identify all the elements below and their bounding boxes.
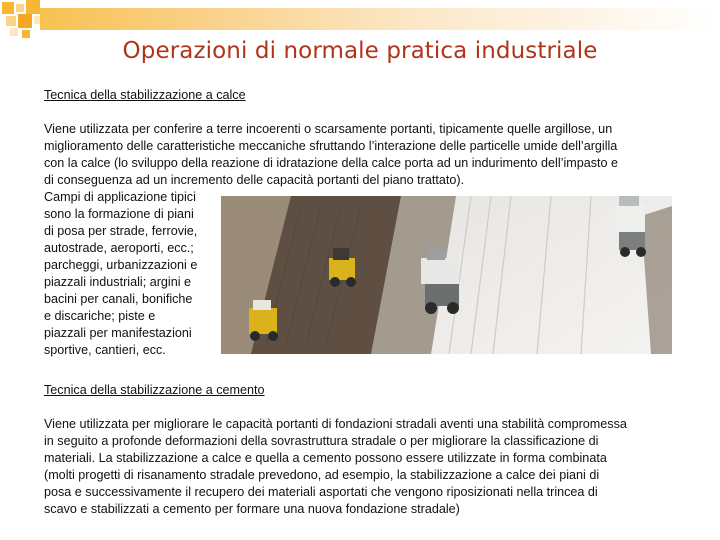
text-line: Viene utilizzata per migliorare le capacità portanti di fondazioni stradali aventi una stabilità compromessa (44, 417, 627, 431)
page-title: Operazioni di normale pratica industriale (122, 38, 598, 64)
deco-square (2, 2, 14, 14)
text-line: sono la formazione di piani (44, 207, 194, 221)
text-line: autostrade, aeroporti, ecc.; (44, 241, 194, 255)
text-line: e discariche; piste e (44, 309, 156, 323)
text-line: parcheggi, urbanizzazioni e (44, 258, 198, 272)
text-line: di conseguenza ad un incremento delle capacità portanti del piano trattato). (44, 173, 465, 187)
text-line: Campi di applicazione tipici (44, 190, 196, 204)
text-line: in seguito a profonde deformazioni della sovrastruttura stradale o per migliorare la classificazione di (44, 434, 599, 448)
deco-square (18, 14, 32, 28)
text-line: (molti progetti di risanamento stradale prevedono, ad esempio, la stabilizzazione a calce dei piani di (44, 468, 600, 482)
section-heading-cement: Tecnica della stabilizzazione a cemento (44, 383, 265, 397)
text-line: miglioramento delle caratteristiche meccaniche sfruttando l’interazione delle particelle umide dell’argilla (44, 139, 618, 153)
text-line: di posa per strade, ferrovie, (44, 224, 198, 238)
text-line: materiali. La stabilizzazione a calce e quella a cemento possono essere utilizzate in forma combinata (44, 451, 607, 465)
cement-description (44, 416, 699, 518)
deco-square (22, 30, 30, 38)
text-line: con la calce (lo sviluppo della reazione di idratazione della calce porta ad un indurimento dell’impasto e (44, 156, 619, 170)
section-heading-lime: Tecnica della stabilizzazione a calce (44, 88, 246, 102)
text-line: sportive, cantieri, ecc. (44, 343, 166, 357)
deco-square (26, 0, 40, 14)
text-line: Viene utilizzata per conferire a terre incoerenti o scarsamente portanti, tipicamente quelle argillose, un (44, 122, 613, 136)
text-line: piazzali per manifestazioni (44, 326, 192, 340)
lime-description (44, 121, 699, 189)
construction-site-photo (221, 196, 672, 354)
deco-square (10, 28, 18, 36)
vehicle-white-right (615, 196, 646, 257)
text-line: piazzali industriali; argini e (44, 275, 191, 289)
deco-square (6, 16, 16, 26)
deco-square (16, 4, 24, 12)
text-line: scavo e stabilizzati a cemento per formare una nuova fondazione stradale) (44, 502, 460, 516)
lime-applications (44, 189, 222, 359)
text-line: posa e successivamente il recupero dei materiali asportati che vengono riposizionati nella trincea di (44, 485, 598, 499)
header-gradient-bar (40, 8, 720, 30)
vehicle-white-center (421, 250, 459, 314)
text-line: bacini per canali, bonifiche (44, 292, 193, 306)
